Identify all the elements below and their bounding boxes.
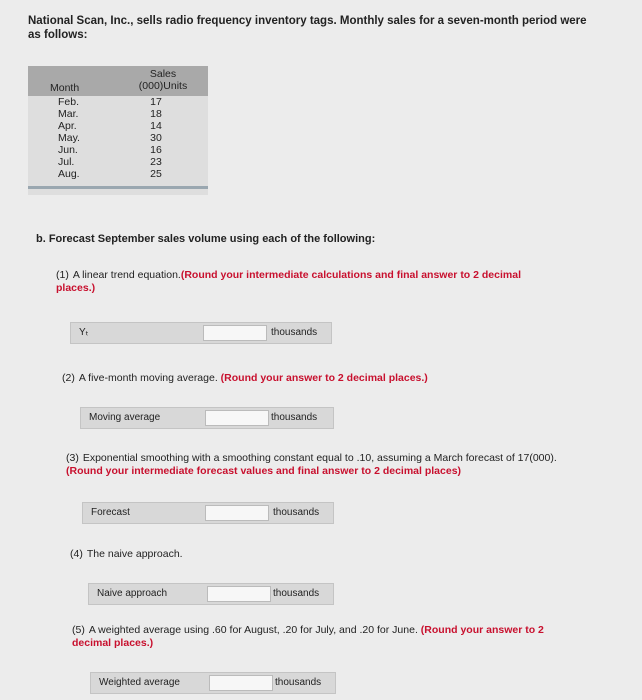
sales-cell: 30: [150, 132, 162, 144]
month-cell: Apr.: [58, 120, 77, 132]
sales-table: [28, 66, 208, 195]
unit-label: thousands: [273, 588, 320, 599]
linear-trend-input[interactable]: [203, 325, 267, 341]
question-text: A five-month moving average.: [78, 372, 218, 384]
table-row: [28, 168, 208, 180]
question-5: [72, 624, 562, 650]
question-number: (3): [66, 452, 79, 464]
rounding-note: (Round your intermediate forecast values and final answer to 2 decimal places): [66, 465, 462, 477]
question-2: [62, 372, 562, 385]
answer-label: Weighted average: [99, 677, 180, 688]
answer-row-weighted-average: [90, 672, 336, 694]
month-cell: Mar.: [58, 108, 79, 120]
question-number: (2): [62, 372, 75, 384]
weighted-average-input[interactable]: [209, 675, 273, 691]
problem-intro: National Scan, Inc., sells radio frequency inventory tags. Monthly sales for a seven-month period were as follows:: [28, 15, 587, 41]
answer-label: Forecast: [91, 507, 130, 518]
sales-cell: 14: [150, 120, 162, 132]
unit-label: thousands: [273, 507, 320, 518]
month-cell: Jun.: [58, 144, 78, 156]
part-b-heading: b. Forecast September sales volume using each of the following:: [36, 233, 376, 245]
table-row: [28, 144, 208, 156]
sales-cell: 18: [150, 108, 162, 120]
naive-approach-input[interactable]: [207, 586, 271, 602]
month-cell: May.: [58, 132, 80, 144]
unit-label: thousands: [271, 412, 318, 423]
answer-label: Moving average: [89, 412, 161, 423]
table-header: [28, 66, 208, 96]
month-cell: Aug.: [58, 168, 80, 180]
question-text: Exponential smoothing with a smoothing constant equal to .10, assuming a March forecast of 17(000).: [82, 452, 557, 464]
answer-row-linear-trend: [70, 322, 332, 344]
moving-average-input[interactable]: [205, 410, 269, 426]
answer-row-exponential-smoothing: [82, 502, 334, 524]
question-text: A weighted average using .60 for August, .20 for July, and .20 for June.: [88, 624, 418, 636]
month-cell: Jul.: [58, 156, 75, 168]
question-number: (4): [70, 548, 83, 560]
unit-label: thousands: [275, 677, 322, 688]
question-4: [70, 548, 570, 561]
answer-label: Naive approach: [97, 588, 168, 599]
table-row: [28, 96, 208, 108]
question-3: [66, 452, 566, 478]
question-1: [56, 269, 556, 295]
table-row: [28, 156, 208, 168]
unit-label: thousands: [271, 327, 318, 338]
question-number: (1): [56, 269, 69, 281]
sales-header: [120, 68, 206, 92]
rounding-note: (Round your answer to 2 decimal places.): [220, 372, 428, 384]
sales-cell: 17: [150, 96, 162, 108]
question-text: The naive approach.: [86, 548, 183, 560]
table-row: [28, 108, 208, 120]
question-text: A linear trend equation.: [72, 269, 181, 281]
answer-row-naive-approach: [88, 583, 334, 605]
rounding-note: (Round your answer to 2 decimal places.): [72, 624, 544, 649]
sales-cell: 16: [150, 144, 162, 156]
table-row: [28, 132, 208, 144]
sales-header-line2: (000)Units: [138, 80, 188, 92]
answer-label: Yₜ: [79, 327, 89, 338]
answer-row-moving-average: [80, 407, 334, 429]
table-footer-bar: [28, 186, 208, 189]
sales-cell: 23: [150, 156, 162, 168]
table-body: [28, 96, 208, 195]
question-number: (5): [72, 624, 85, 636]
forecast-input[interactable]: [205, 505, 269, 521]
month-cell: Feb.: [58, 96, 80, 108]
sales-header-line1: Sales: [149, 68, 177, 80]
rounding-note: (Round your intermediate calculations and final answer to 2 decimal places.): [56, 269, 522, 294]
table-row: [28, 120, 208, 132]
month-header: Month: [50, 82, 80, 94]
sales-cell: 25: [150, 168, 162, 180]
